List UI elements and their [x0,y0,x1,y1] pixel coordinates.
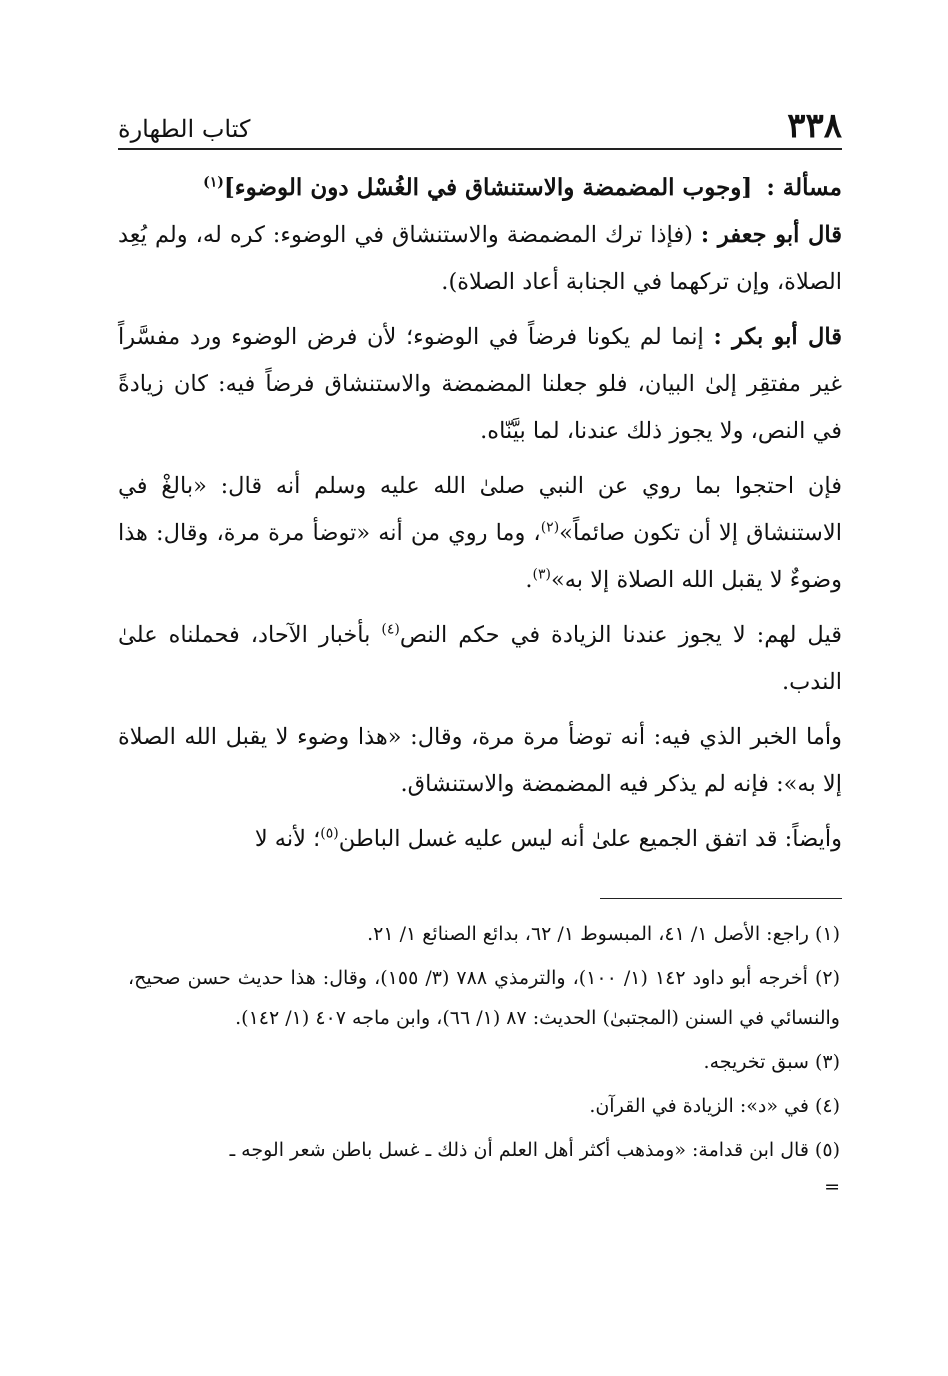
footnote-rule [600,898,842,899]
speaker-label: قال أبو جعفر : [700,222,842,248]
footnote-ref-1: (١) [203,174,224,191]
paragraph-khabar [118,714,842,808]
running-head: كتاب الطهارة [118,115,251,143]
paragraph-text: وأيضاً: قد اتفق الجميع علىٰ أنه ليس عليه غسل الباطن [338,826,842,852]
paragraph-text: إنما لم يكونا فرضاً في الوضوء؛ لأن فرض الوضوء ورد مفسَّراً غير مفتقِر إلىٰ البيان، فلو جعلنا المضمضة والاستنشاق فرضاً فيه: كان زيادةً في النص، ولا يجوز ذلك عندنا، لما بيَّنّاه. [118,324,842,444]
section-heading [118,166,842,210]
paragraph-text: ؛ لأنه لا [254,826,321,852]
footnote-ref-4: (٤) [381,621,400,638]
paragraph-text: فإن احتجوا بما روي عن النبي صلىٰ الله عليه وسلم أنه قال: «بالغْ في الاستنشاق إلا أن تكون صائماً» [118,473,842,546]
paragraph-text: قيل لهم: لا يجوز عندنا الزيادة في حكم النص [399,622,842,648]
footnote-ref-2: (٢) [540,519,560,536]
paragraph-abu-bakr [118,314,842,455]
page-number: ٣٣٨ [787,106,842,146]
paragraph-text: وأما الخبر الذي فيه: أنه توضأ مرة مرة، وقال: «هذا وضوء لا يقبل الله الصلاة إلا به»: فإنه لم يذكر فيه المضمضة والاستنشاق. [118,724,842,797]
paragraph-objection [118,463,842,604]
footnote-5: (٥) قال ابن قدامة: «ومذهب أكثر أهل العلم أن ذلك ـ غسل باطن شعر الوجه ـ [229,1139,840,1161]
speaker-label: قال أبو بكر : [713,324,842,350]
footnote-ref-3: (٣) [532,566,551,583]
page-header [118,96,842,146]
paragraph-text: . [525,567,533,593]
footnote-3: (٣) سبق تخريجه. [703,1051,840,1073]
main-text [118,160,842,871]
heading-title: [وجوب المضمضة والاستنشاق في الغُسْل دون الوضوء] [223,174,753,201]
paragraph-consensus [118,816,842,863]
footnote-4: (٤) في «د»: الزيادة في القرآن. [589,1095,840,1117]
continuation-mark: = [824,1176,840,1198]
footnotes [128,914,840,1200]
paragraph-reply [118,612,842,706]
heading-label: مسألة : [766,174,842,201]
paragraph-text: بأخبار الآحاد، فحملناه علىٰ الندب. [118,622,842,695]
footnote-2: (٢) أخرجه أبو داود ١٤٢ (١/ ١٠٠)، والترمذي ٧٨٨ (٣/ ١٥٥)، وقال: هذا حديث حسن صحيح، والنسائي في السنن (المجتبىٰ) الحديث: ٨٧ (١/ ٦٦)، وابن ماجه ٤٠٧ (١/ ١٤٢). [128,967,840,1029]
paragraph-text: (فإذا ترك المضمضة والاستنشاق في الوضوء: كره له، ولم يُعِد الصلاة، وإن تركهما في الجنابة أعاد الصلاة). [118,222,842,295]
paragraph-abu-jafar [118,212,842,306]
paragraph-text: ، وما روي من أنه «توضأ مرة مرة، وقال: هذا وضوءٌ لا يقبل الله الصلاة إلا به» [118,520,842,593]
footnote-1: (١) راجع: الأصل ١/ ٤١، المبسوط ١/ ٦٢، بدائع الصنائع ١/ ٢١. [367,923,840,945]
footnote-ref-5: (٥) [320,825,339,842]
header-rule [118,148,842,150]
